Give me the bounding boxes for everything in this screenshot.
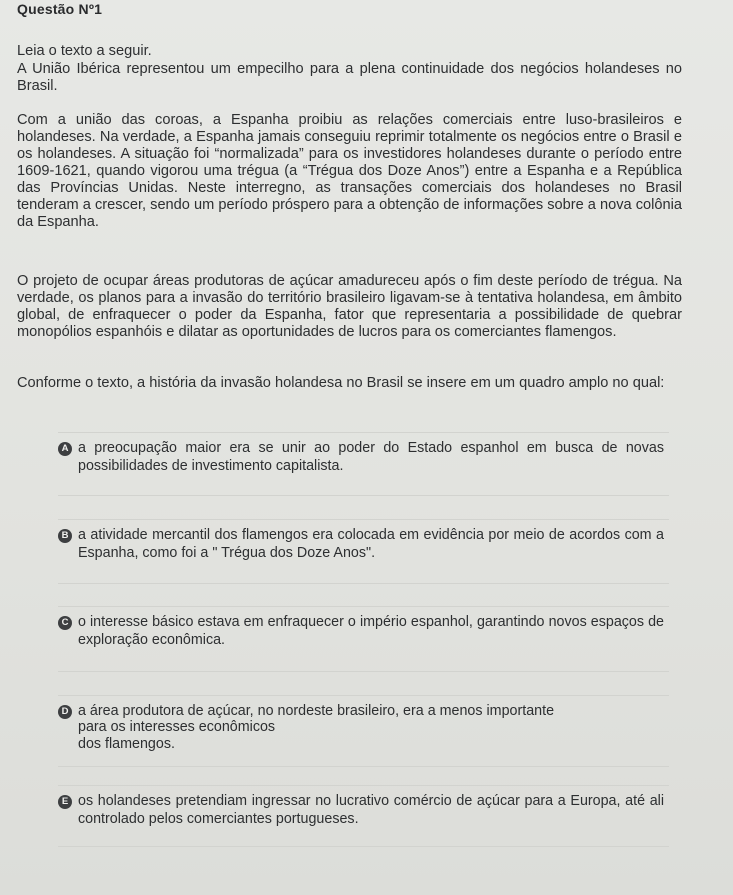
text-paragraph-2: Com a união das coroas, a Espanha proibiu as relações comerciais entre luso-brasileiros e holandeses. Na verdade, a Espanha jamais conseguiu reprimir totalmente os negócios entre o Brasil e os holandeses. A situação foi “normalizada” para os investidores holandeses durante o período entre 1609-1621, quando vigorou uma trégua (a “Trégua dos Doze Anos”) entre a Espanha e a República das Províncias Unidas. Neste interregno, as transações comerciais dos holandeses no Brasil tenderam a crescer, sendo um período próspero para a obtenção de informações sobre a nova colônia da Espanha. <box>17 112 682 230</box>
answer-option-b-text: a atividade mercantil dos flamengos era colocada em evidência por meio de acordos com a Espanha, como foi a " Trégua dos Doze Anos". <box>78 527 664 561</box>
text-paragraph-1: A União Ibérica representou um empecilho para a plena continuidade dos negócios holandeses no Brasil. <box>17 61 682 94</box>
answer-option-d-line-1: a área produtora de açúcar, no nordeste brasileiro, era a menos importante <box>78 703 555 719</box>
option-letter-badge-e: E <box>58 795 72 809</box>
answer-option-d[interactable] <box>58 695 669 767</box>
answer-option-e[interactable] <box>58 785 669 847</box>
answer-option-c-text: o interesse básico estava em enfraquecer o império espanhol, garantindo novos espaços de exploração econômica. <box>78 614 664 648</box>
option-letter-badge-a: A <box>58 442 72 456</box>
answer-option-d-line-2: para os interesses econômicos <box>78 719 276 735</box>
answer-option-d-line-3: dos flamengos. <box>78 736 175 752</box>
question-intro: Leia o texto a seguir. <box>17 43 152 59</box>
question-title: Questão Nº1 <box>17 1 103 17</box>
text-paragraph-3: O projeto de ocupar áreas produtoras de açúcar amadureceu após o fim deste período de trégua. Na verdade, os planos para a invasão do território brasileiro ligavam-se à tentativa holandesa, em âmbito global, de enfraquecer o poder da Espanha, fator que representaria a possibilidade de quebrar monopólios espanhóis e dilatar as oportunidades de lucros para os comerciantes flamengos. <box>17 273 682 340</box>
answer-option-c[interactable] <box>58 606 669 672</box>
answer-option-b[interactable] <box>58 519 669 584</box>
option-letter-badge-c: C <box>58 616 72 630</box>
option-letter-badge-b: B <box>58 529 72 543</box>
answer-option-a-text: a preocupação maior era se unir ao poder do Estado espanhol em busca de novas possibilidades de investimento capitalista. <box>78 440 664 474</box>
answer-option-a[interactable] <box>58 432 669 496</box>
answer-option-d-text <box>78 702 664 753</box>
option-letter-badge-d: D <box>58 705 72 719</box>
question-prompt: Conforme o texto, a história da invasão holandesa no Brasil se insere em um quadro amplo no qual: <box>17 375 665 391</box>
answer-option-e-text: os holandeses pretendiam ingressar no lucrativo comércio de açúcar para a Europa, até ali controlado pelos comerciantes portugueses. <box>78 793 664 827</box>
